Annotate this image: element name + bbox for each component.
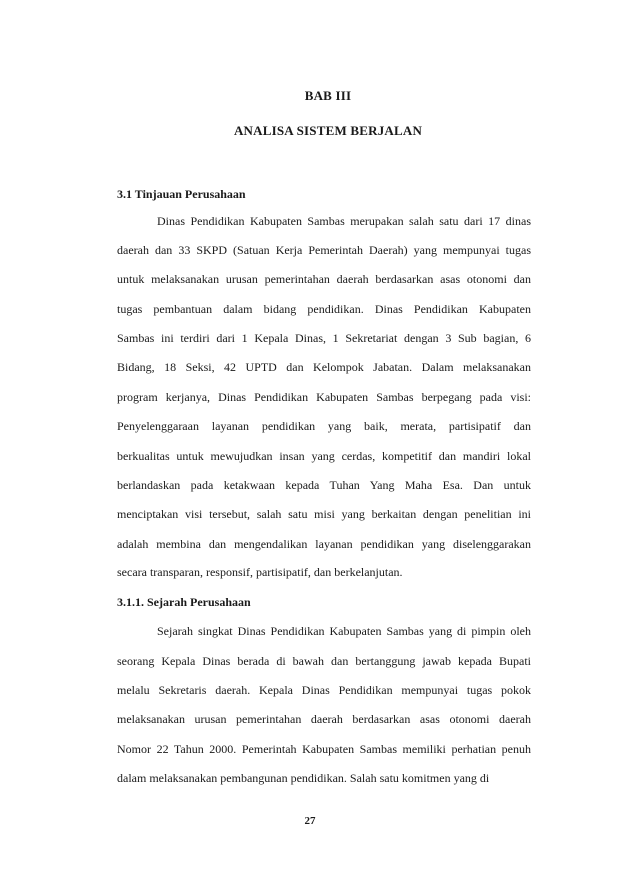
paragraph-line: Nomor 22 Tahun 2000. Pemerintah Kabupaten Sambas memiliki perhatian penuh (117, 742, 531, 756)
paragraph-line: berlandaskan pada ketakwaan kepada Tuhan Yang Maha Esa. Dan untuk (117, 478, 531, 492)
paragraph-line: Penyelenggaraan layanan pendidikan yang baik, merata, partisipatif dan (117, 419, 531, 433)
paragraph-line: untuk melaksanakan urusan pemerintahan daerah berdasarkan asas otonomi dan (117, 272, 531, 286)
paragraph-line: Sambas ini terdiri dari 1 Kepala Dinas, 1 Sekretariat dengan 3 Sub bagian, 6 (117, 331, 531, 345)
paragraph-line: daerah dan 33 SKPD (Satuan Kerja Pemerintah Daerah) yang mempunyai tugas (117, 243, 531, 257)
paragraph-line: adalah membina dan mengendalikan layanan pendidikan yang diselenggarakan (117, 537, 531, 551)
paragraph-line: Dinas Pendidikan Kabupaten Sambas merupakan salah satu dari 17 dinas (157, 214, 531, 228)
paragraph-line: dalam melaksanakan pembangunan pendidikan. Salah satu komitmen yang di (117, 771, 490, 785)
paragraph-line: seorang Kepala Dinas berada di bawah dan bertanggung jawab kepada Bupati (117, 654, 531, 668)
paragraph-line: melaksanakan urusan pemerintahan daerah berdasarkan asas otonomi daerah (117, 712, 531, 726)
paragraph-line: Bidang, 18 Seksi, 42 UPTD dan Kelompok Jabatan. Dalam melaksanakan (117, 360, 531, 374)
paragraph-line: menciptakan visi tersebut, salah satu misi yang berkaitan dengan penelitian ini (117, 507, 531, 521)
page-number: 27 (304, 815, 316, 827)
paragraph-line: tugas pembantuan dalam bidang pendidikan. Dinas Pendidikan Kabupaten (117, 302, 531, 316)
paragraph-line: berkualitas untuk mewujudkan insan yang cerdas, kompetitif dan mandiri lokal (117, 449, 531, 463)
paragraph-line: Sejarah singkat Dinas Pendidikan Kabupaten Sambas yang di pimpin oleh (157, 624, 531, 638)
paragraph-line: melalu Sekretaris daerah. Kepala Dinas Pendidikan mempunyai tugas pokok (117, 683, 531, 697)
chapter-number: BAB III (304, 88, 352, 103)
paragraph-line: program kerjanya, Dinas Pendidikan Kabupaten Sambas berpegang pada visi: (117, 390, 531, 404)
subsection-heading: 3.1.1. Sejarah Perusahaan (117, 595, 251, 609)
section-heading: 3.1 Tinjauan Perusahaan (117, 187, 246, 201)
paragraph-line: secara transparan, responsif, partisipatif, dan berkelanjutan. (117, 565, 403, 579)
chapter-title: ANALISA SISTEM BERJALAN (233, 123, 423, 138)
